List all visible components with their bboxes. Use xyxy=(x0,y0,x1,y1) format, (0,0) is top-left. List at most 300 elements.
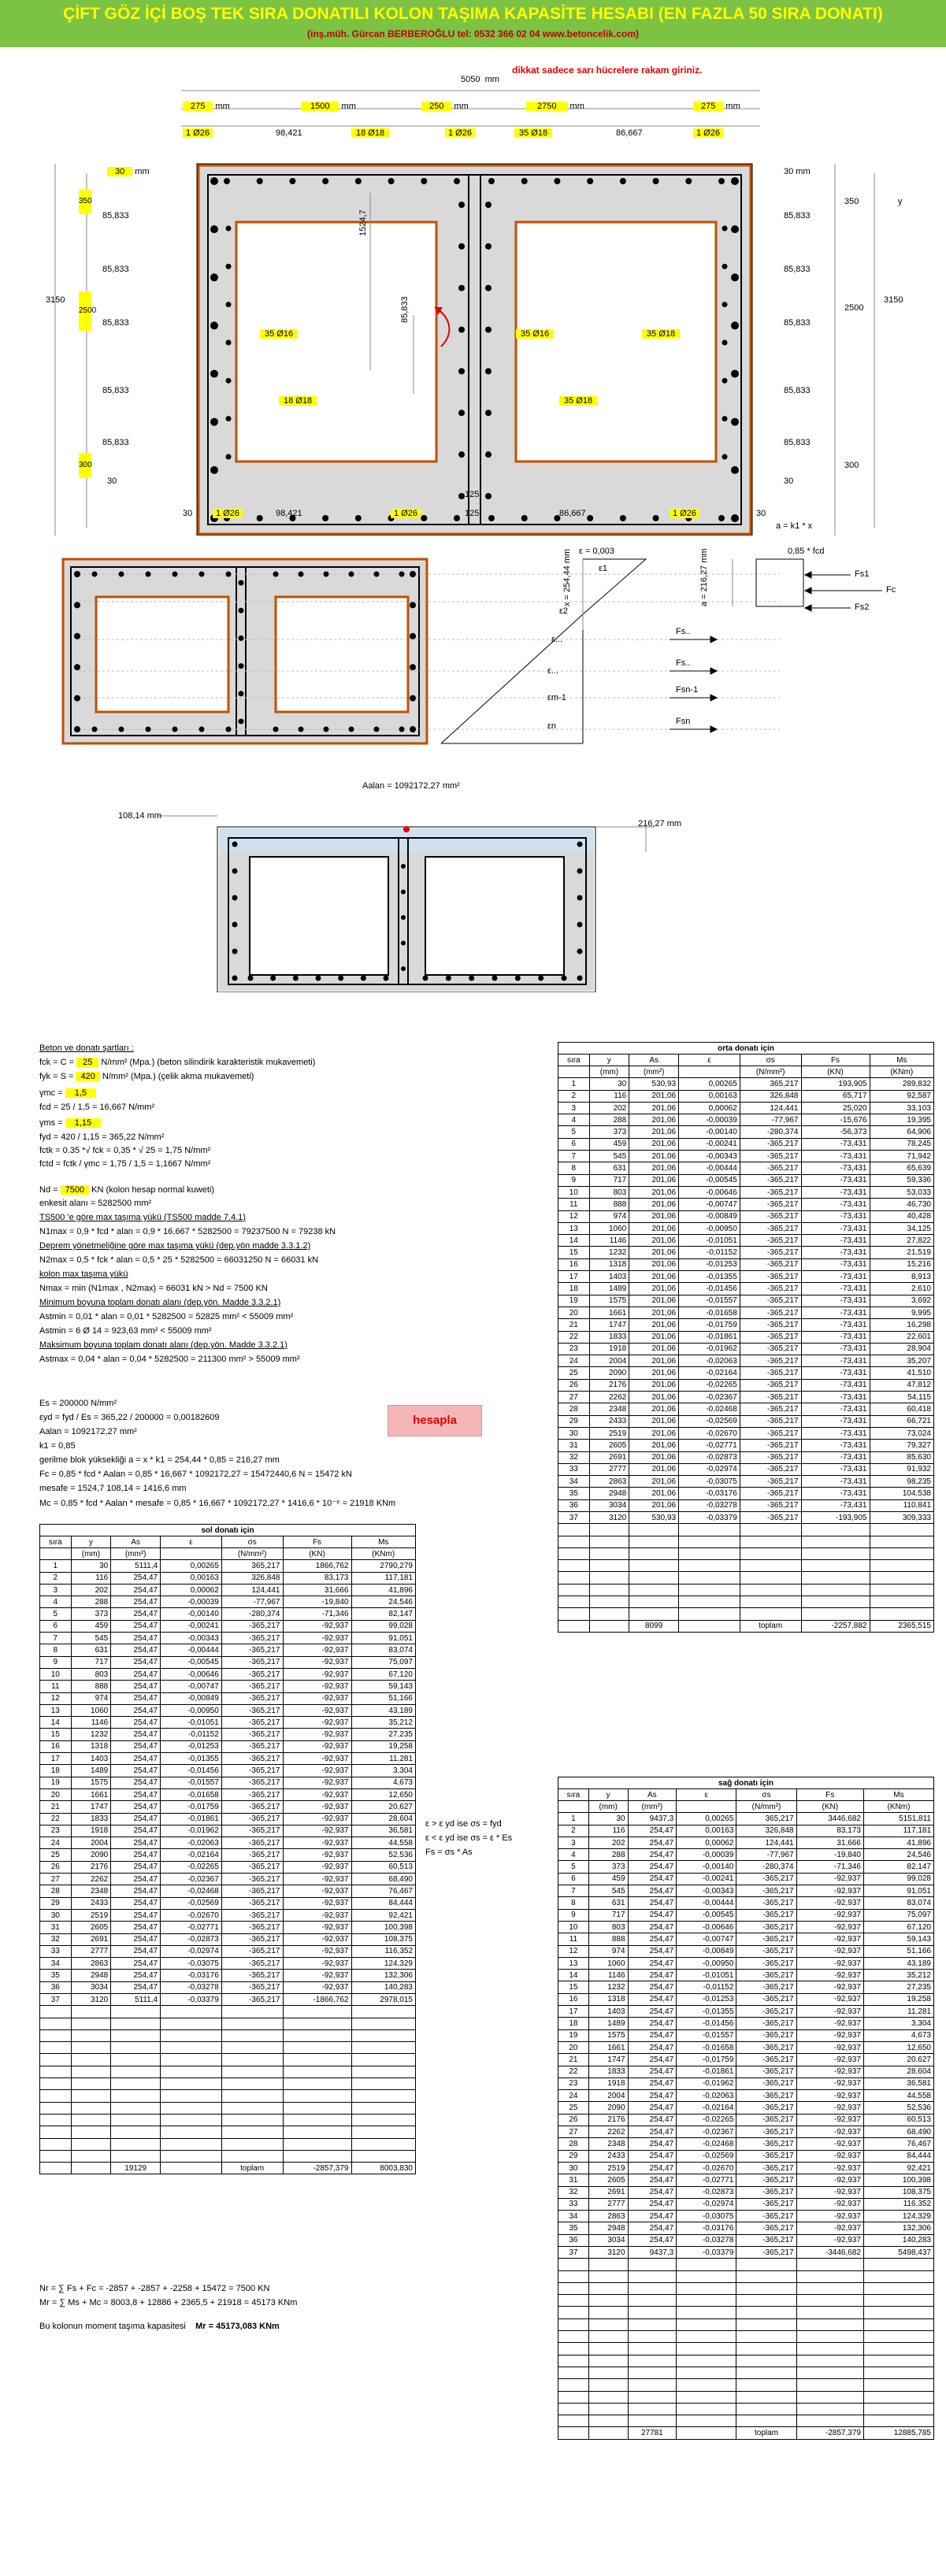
table-row: 36 3034 201,06 -0,03278 -365,217 -73,431 110,841 xyxy=(558,1499,934,1511)
table-row: 21 1747 254,47 -0,01759 -365,217 -92,937 20,627 xyxy=(40,1801,416,1813)
rebar-dot xyxy=(239,608,244,613)
total-width-label: 5050 mm xyxy=(461,75,499,84)
table-total-row: 19129 toplam -2857,379 8003,830 xyxy=(40,2163,416,2174)
table-row: 16 1318 254,47 -0,01253 -365,217 -92,937 19,258 xyxy=(40,1740,416,1752)
top-dim-5[interactable]: 275 xyxy=(693,102,723,111)
rebar-dot xyxy=(458,327,465,333)
legend-3: Fs = σs * As xyxy=(425,1848,473,1857)
rebar-dot xyxy=(119,572,124,577)
fck-input[interactable]: 25 xyxy=(76,1058,98,1067)
right-dim-1: 350 xyxy=(844,197,859,206)
table-row: 28 2348 254,47 -0,02468 -365,217 -92,937 76,467 xyxy=(558,2138,934,2150)
rebar-dot xyxy=(401,864,406,869)
rebar-dot xyxy=(322,515,328,521)
gmc-input[interactable]: 1,5 xyxy=(65,1088,96,1098)
rebar-dot xyxy=(232,869,238,874)
table-row: 8 631 254,47 -0,00444 -365,217 -92,937 83,074 xyxy=(558,1897,934,1909)
rebar-dot xyxy=(577,976,583,981)
table-row: 22 1833 254,47 -0,01861 -365,217 -92,937 28,604 xyxy=(40,1813,416,1825)
capacity-label: Bu kolonun moment taşıma kapasitesi xyxy=(39,2322,186,2331)
top-bar-2[interactable]: 18 Ø18 xyxy=(351,128,389,138)
table-row: 34 2863 254,47 -0,03075 -365,217 -92,937 124,329 xyxy=(40,1958,416,1970)
fcd-label: 0,85 * fcd xyxy=(788,547,825,556)
rebar-dot xyxy=(119,727,124,732)
fsn-label: Fsn xyxy=(676,717,691,726)
table-row: 12 974 201,06 -0,00849 -365,217 -73,431 40,428 xyxy=(558,1210,934,1222)
rebar-dot xyxy=(316,976,321,981)
rebar-dot xyxy=(324,727,329,732)
rebar-dot xyxy=(722,264,728,269)
rebar-dot xyxy=(226,340,232,346)
rebar-dot xyxy=(273,572,279,577)
y-axis-label: y xyxy=(898,197,903,206)
rebar-dot xyxy=(731,466,739,474)
rebar-dot xyxy=(485,493,492,499)
table-row: 31 2605 201,06 -0,02771 -365,217 -73,431 79,327 xyxy=(558,1440,934,1451)
rebar-dot xyxy=(458,493,465,499)
gms-input[interactable]: 1,15 xyxy=(65,1118,101,1128)
rebar-dot xyxy=(653,178,659,184)
rebar-dot xyxy=(92,727,98,732)
table-row: 25 2090 201,06 -0,02164 -365,217 -73,431 41,510 xyxy=(558,1367,934,1379)
rebar-dot xyxy=(485,202,492,208)
eps-dots-2: ε... xyxy=(547,666,559,676)
column-header: y xyxy=(71,1536,111,1548)
table-row: 17 1403 254,47 -0,01355 -365,217 -92,937 11,281 xyxy=(40,1753,416,1765)
rebar-dot xyxy=(173,572,178,577)
inner-bar-3[interactable]: 35 Ø18 xyxy=(642,329,680,339)
table-row: 17 1403 254,47 -0,01355 -365,217 -92,937 11,281 xyxy=(558,2006,934,2018)
rebar-dot xyxy=(226,264,232,269)
rebar-dot xyxy=(722,302,728,307)
rebar-dot xyxy=(74,602,80,608)
rebar-dot xyxy=(410,602,416,608)
table-row: 31 2605 254,47 -0,02771 -365,217 -92,937 100,398 xyxy=(40,1922,416,1933)
fctk-line: fctk = 0.35 *√ fck = 0,35 * √ 25 = 1,75 N/mm² xyxy=(39,1146,211,1155)
table-row: 15 1232 201,06 -0,01152 -365,217 -73,431 21,519 xyxy=(558,1247,934,1258)
rebar-dot xyxy=(232,922,238,928)
column-header: Ms xyxy=(870,1054,934,1066)
rebar-dot xyxy=(731,177,739,185)
inner-bar-6[interactable]: 35 Ø18 xyxy=(559,396,597,406)
table-row: 18 1489 201,06 -0,01456 -365,217 -73,431 2,610 xyxy=(558,1283,934,1295)
rebar-dot xyxy=(410,664,416,670)
rebar-dot xyxy=(399,727,405,732)
rebar-dot xyxy=(293,976,299,981)
bottom-bar-2[interactable]: 1 Ø26 xyxy=(391,509,421,518)
inner-bar-5[interactable]: 18 Ø18 xyxy=(279,396,317,406)
rebar-dot xyxy=(458,243,465,250)
table-row: 20 1661 254,47 -0,01658 -365,217 -92,937 12,650 xyxy=(40,1788,416,1800)
eps-1: ε1 xyxy=(599,564,608,573)
column-header: sıra xyxy=(558,1789,589,1801)
table-row: 22 1833 254,47 -0,01861 -365,217 -92,937 28,604 xyxy=(558,2066,934,2077)
n1max-line: N1max = 0,9 * fcd * alan = 0,9 * 16,667 * 5282500 = 79237500 N = 79238 kN xyxy=(39,1227,336,1236)
table-row: 11 888 201,06 -0,00747 -365,217 -73,431 46,730 xyxy=(558,1199,934,1210)
rebar-dot xyxy=(384,976,389,981)
rebar-dot xyxy=(488,178,495,184)
table-row: 19 1575 254,47 -0,01557 -365,217 -92,937 4,673 xyxy=(40,1777,416,1788)
rebar-dot xyxy=(210,370,218,378)
rebar-dot xyxy=(722,416,728,421)
rebar-dot xyxy=(446,976,451,981)
kolonmax-title: kolon max taşıma yükü xyxy=(39,1269,128,1279)
eyd-line: εyd = fyd / Es = 365,22 / 200000 = 0,00182609 xyxy=(39,1413,220,1422)
rebar-dot xyxy=(401,890,406,895)
top-bar-1[interactable]: 1 Ø26 xyxy=(183,128,213,138)
k1-line: k1 = 0,85 xyxy=(39,1441,76,1451)
table-row: 23 1918 201,06 -0,01962 -365,217 -73,431 28,904 xyxy=(558,1343,934,1355)
rebar-dot xyxy=(492,976,498,981)
rebar-dot xyxy=(74,695,80,702)
table-row: 11 888 254,47 -0,00747 -365,217 -92,937 59,143 xyxy=(40,1681,416,1692)
top-dim-3[interactable]: 250 xyxy=(421,102,451,111)
table-title: orta donatı için xyxy=(558,1043,934,1054)
table-row: 14 1146 201,06 -0,01051 -365,217 -73,431 27,822 xyxy=(558,1235,934,1247)
fs-dots-1: Fs.. xyxy=(676,627,691,636)
bottom-bar-3[interactable]: 1 Ø26 xyxy=(670,509,699,518)
compression-block-figure xyxy=(0,803,946,992)
bottom-bar-1[interactable]: 1 Ø26 xyxy=(213,509,243,518)
table-row: 37 3120 9437,3 -0,03379 -365,217 -3446,682 5498,437 xyxy=(558,2246,934,2258)
rebar-dot xyxy=(226,416,232,421)
table-row: 34 2863 254,47 -0,03075 -365,217 -92,937 124,329 xyxy=(558,2211,934,2222)
table-row: 5 373 254,47 -0,00140 -280,374 -71,346 82,147 xyxy=(40,1608,416,1620)
left-spacing-4: 85,833 xyxy=(102,386,129,395)
ts500-title: TS500 'e göre max taşıma yükü (TS500 madde 7.4.1) xyxy=(39,1213,246,1222)
table-row: 24 2004 201,06 -0,02063 -365,217 -73,431 35,207 xyxy=(558,1355,934,1367)
nd-input[interactable]: 7500 xyxy=(61,1185,89,1195)
rebar-dot xyxy=(74,571,80,577)
inner-bar-1[interactable]: 35 Ø16 xyxy=(260,329,298,339)
table-row: 9 717 201,06 -0,00545 -365,217 -73,431 59,336 xyxy=(558,1174,934,1186)
column-header: ε xyxy=(679,1054,740,1066)
rebar-dot xyxy=(731,418,739,426)
rebar-dot xyxy=(577,922,583,928)
table-row: 8 631 254,47 -0,00444 -365,217 -92,937 83,074 xyxy=(40,1644,416,1656)
table-row: 35 2948 254,47 -0,03176 -365,217 -92,937 132,306 xyxy=(558,2222,934,2234)
rebar-dot xyxy=(458,451,465,458)
left-spacing-1: 85,833 xyxy=(102,211,129,221)
fcd-line: fcd = 25 / 1,5 = 16,667 N/mm² xyxy=(39,1103,155,1112)
rebar-dot xyxy=(257,515,263,521)
table-row: 3 202 201,06 0,00062 124,441 25,020 33,103 xyxy=(558,1102,934,1114)
rebar-dot xyxy=(458,285,465,291)
rebar-dot xyxy=(224,178,230,184)
rebar-dot xyxy=(653,515,659,521)
left-spacing-5: 85,833 xyxy=(102,438,129,447)
table-row: 21 1747 254,47 -0,01759 -365,217 -92,937 20,627 xyxy=(558,2054,934,2066)
table-row: 27 2262 254,47 -0,02367 -365,217 -92,937 68,490 xyxy=(40,1874,416,1885)
top-dim-1[interactable]: 275 xyxy=(183,102,213,111)
sol-table: sol donatı için sıra y As ε σs Fs Ms (mm) (mm²) (N/mm²) (KN) (KNm) 1 30 5111,4 0,00265 365,217 1866,762 2790,279 2 116 254,47 0,00163 326,848 83,173 117,181 3 202 254,47 0,00062 124,441 31,666 41,896 4 288 254,47 -0,00039 -77,967 -19,840 24,546 5 373 254,47 -0,00140 -280,374 -71,346 82,147 6 459 254,47 -0,00241 -365,217 -92,937 99,028 7 545 254,47 -0,00343 -365,217 -92,937 91,051 8 631 254,47 -0,00444 -365,217 -92,937 83,074 9 717 254,47 -0,00545 -365,217 -92,937 75,097 10 803 254,47 -0,00646 -365,217 -92,937 67,120 11 888 254,47 -0,00747 -365,217 -92,937 59,143 12 974 254,47 -0,00849 -365,217 -92,937 51,166 13 1060 254,47 -0,00950 -365,217 -92,937 43,189 14 1146 254,47 -0,01051 -365,217 -92,937 35,212 15 1232 254,47 -0,01152 -365,217 -92,937 27,235 16 1318 254,47 -0,01253 -365,217 -92,937 19,258 17 1403 254,47 -0,01355 -365,217 -92,937 11,281 18 1489 254,47 -0,01456 -365,217 -92,937 3,304 19 1575 254,47 -0,01557 -365,217 -92,937 4,673 20 1661 254,47 -0,01658 -365,217 -92,937 12,650 21 1747 254,47 -0,01759 -365,217 -92,937 20,627 22 1833 254,47 -0,01861 -365,217 -92,937 28,604 23 1918 254,47 -0,01962 -365,217 -92,937 36,581 24 2004 254,47 -0,02063 -365,217 -92,937 44,558 25 2090 254,47 -0,02164 -365,217 -92,937 52,536 26 2176 254,47 -0,02265 -365,217 -92,937 60,513 27 2262 254,47 -0,02367 -365,217 -92,937 68,490 28 2348 254,47 -0,02468 -365,217 -92,937 76,467 29 2433 254,47 -0,02569 -365,217 -92,937 84,444 30 2519 254,47 -0,02670 -365,217 -92,937 92,421 31 2605 254,47 -0,02771 -365,217 -92,937 100,398 32 2691 254,47 -0,02873 -365,217 -92,937 108,375 33 2777 254,47 -0,02974 -365,217 -92,937 116,352 34 2863 254,47 -0,03075 -365,217 -92,937 124,329 35 2948 254,47 -0,03176 -365,217 -92,937 132,306 36 3034 254,47 -0,03278 -365,217 -92,937 140,283 37 3120 5111,4 -0,03379 -365,217 -1866,762 2978,015 19129 toplam -2857,379 8003,830 xyxy=(39,1524,416,2174)
astmin2-line: Astmin = 6 Ø 14 = 923,63 mm² < 55009 mm² xyxy=(39,1326,212,1336)
table-row: 6 459 201,06 -0,00241 -365,217 -73,431 78,245 xyxy=(558,1138,934,1150)
table-row: 10 803 254,47 -0,00646 -365,217 -92,937 67,120 xyxy=(558,1921,934,1933)
table-row: 31 2605 254,47 -0,02771 -365,217 -92,937 100,398 xyxy=(558,2174,934,2186)
rebar-dot xyxy=(587,515,593,521)
table-row: 29 2433 254,47 -0,02569 -365,217 -92,937 84,444 xyxy=(558,2150,934,2162)
rebar-dot xyxy=(324,572,329,577)
astmin1-line: Astmin = 0,01 * alan = 0,01 * 5282500 = 52825 mm² < 55009 mm² xyxy=(39,1312,294,1321)
rebar-dot xyxy=(469,976,474,981)
table-row: 29 2433 201,06 -0,02569 -365,217 -73,431 66,721 xyxy=(558,1415,934,1427)
rebar-dot xyxy=(239,719,244,725)
column-header: y xyxy=(589,1054,629,1066)
rebar-dot xyxy=(410,695,416,702)
rebar-dot xyxy=(239,691,244,696)
table-row: 37 3120 5111,4 -0,03379 -365,217 -1866,762 2978,015 xyxy=(40,1993,416,2005)
column-header: ε xyxy=(677,1789,736,1801)
block-right-dim: 216,27 mm xyxy=(638,819,682,828)
column-header: σs xyxy=(221,1536,283,1548)
fs1-label: Fs1 xyxy=(855,569,870,579)
column-header: σs xyxy=(740,1054,801,1066)
rebar-dot xyxy=(485,451,492,458)
rebar-dot xyxy=(232,842,238,847)
rebar-dot xyxy=(587,178,593,184)
table-row: 18 1489 254,47 -0,01456 -365,217 -92,937 3,304 xyxy=(558,2018,934,2029)
column-header: y xyxy=(588,1789,628,1801)
eps-2: ε2 xyxy=(559,606,569,616)
rebar-dot xyxy=(577,949,583,954)
fs2-label: Fs2 xyxy=(855,602,870,612)
aalan-line: Aalan = 1092172,27 mm² xyxy=(39,1427,137,1436)
rebar-dot xyxy=(226,226,232,232)
rebar-dot xyxy=(454,515,460,521)
fyd-line: fyd = 420 / 1,15 = 365,22 N/mm² xyxy=(39,1132,165,1142)
rebar-dot xyxy=(92,572,98,577)
rebar-dot xyxy=(210,225,218,233)
rebar-dot xyxy=(731,321,739,329)
rebar-dot xyxy=(232,976,238,981)
mc-line: Mc = 0,85 * fcd * Aalan * mesafe = 0,85 * 16,667 * 1092172,27 * 1416,6 * 10⁻⁶ = 21918 KNm xyxy=(39,1499,396,1508)
table-row: 7 545 254,47 -0,00343 -365,217 -92,937 91,051 xyxy=(40,1633,416,1644)
column-header: sıra xyxy=(40,1536,72,1548)
rebar-dot xyxy=(458,202,465,208)
right-dim-2: 2500 xyxy=(844,303,864,313)
table-row: 24 2004 254,47 -0,02063 -365,217 -92,937 44,558 xyxy=(558,2090,934,2102)
top-bar-3[interactable]: 1 Ø26 xyxy=(445,128,475,138)
section-drawing xyxy=(0,47,946,536)
table-row: 19 1575 201,06 -0,01557 -365,217 -73,431 3,692 xyxy=(558,1295,934,1307)
table-row: 28 2348 201,06 -0,02468 -365,217 -73,431 60,418 xyxy=(558,1403,934,1415)
eps-dots: ε... xyxy=(551,635,563,644)
rebar-dot xyxy=(488,515,495,521)
rebar-dot xyxy=(562,976,567,981)
table-row: 17 1403 201,06 -0,01355 -365,217 -73,431 8,913 xyxy=(558,1271,934,1283)
table-row: 30 2519 254,47 -0,02670 -365,217 -92,937 92,421 xyxy=(40,1909,416,1921)
rebar-dot xyxy=(322,178,328,184)
table-row: 32 2691 254,47 -0,02873 -365,217 -92,937 108,375 xyxy=(40,1933,416,1945)
fs-dots-2: Fs.. xyxy=(676,658,691,668)
table-row: 21 1747 201,06 -0,01759 -365,217 -73,431 16,298 xyxy=(558,1319,934,1331)
table-row: 6 459 254,47 -0,00241 -365,217 -92,937 99,028 xyxy=(40,1620,416,1632)
table-row: 16 1318 201,06 -0,01253 -365,217 -73,431 15,216 xyxy=(558,1258,934,1270)
rebar-dot xyxy=(173,727,178,732)
rebar-dot xyxy=(239,580,244,586)
fyk-input[interactable]: 420 xyxy=(76,1072,99,1081)
rebar-dot xyxy=(577,842,583,847)
rebar-dot xyxy=(722,340,728,346)
left-dim-2[interactable]: 2500 xyxy=(79,291,91,331)
rebar-dot xyxy=(299,572,304,577)
rebar-dot xyxy=(685,178,692,184)
hesapla-button[interactable]: hesapla xyxy=(388,1405,482,1436)
eps-n: εn xyxy=(547,721,557,731)
table-row: 1 30 5111,4 0,00265 365,217 1866,762 2790,279 xyxy=(40,1560,416,1572)
rebar-dot xyxy=(248,976,254,981)
rebar-dot xyxy=(722,454,728,460)
rebar-dot xyxy=(485,368,492,374)
table-row: 11 888 254,47 -0,00747 -365,217 -92,937 59,143 xyxy=(558,1933,934,1945)
left-cover-bottom: 30 xyxy=(107,476,117,486)
rebar-dot xyxy=(515,976,521,981)
column-header: sıra xyxy=(558,1054,590,1066)
mesafe-line: mesafe = 1524,7 108,14 = 1416,6 mm xyxy=(39,1484,187,1493)
table-row: 2 116 201,06 0,00163 326,848 65,717 92,587 xyxy=(558,1090,934,1102)
rebar-dot xyxy=(485,327,492,333)
page: ÇİFT GÖZ İÇİ BOŞ TEK SIRA DONATILI KOLON TAŞIMA KAPASİTE HESABI (EN FAZLA 50 SIRA DONATI) (inş.müh. Gürcan BERBEROĞLU tel: 0532 366 02 04 www.betoncelik.com) dikkat sadece sarı hücrelere rakam giriniz. 5050 mm 275 mm 1500 mm 250 mm 2750 mm 275 mm 1 Ø26 98,421 18 Ø18 1 Ø26 35 Ø18 86,667 1 Ø26 30 mm 350 2500 300 3150 85,833 85,833 85,833 85,833 85,833 30 30 mm 350 2500 300 3150 85,833 85,833 85,833 85,833 85,833 30 y 35 Ø16 35 Ø16 35 Ø18 18 Ø18 35 Ø18 1524,7 85,833 30 1 Ø26 98,421 1 Ø26 125 125 86,667 1 Ø26 30 a = k1 * x ε = 0,003 ε1 ε2 ε... ε... εm-1 εn x = 254,44 mm a = 216,27 mm 0,85 * fcd Fs1 Fc Fs2 Fs.. Fs.. Fsn-1 Fsn Aalan = 1092172,27 mm² 108,14 mm 216,27 mm Beton ve donatı şartları : fck = C = 25 N/mm² (Mpa.) (beton silindirik karakteristik mukavemeti) fyk = S = 420 N/mm² (Mpa.) (çelik akma mukavemeti) γmc = 1,5 fcd = 25 / 1,5 = 16,667 N/mm² γms = 1,15 fyd = 420 / 1,15 = 365,22 N/mm² fctk = 0.35 *√ fck = 0,35 * √ 25 = 1,75 N/mm² fctd = fctk / γmc = 1,75 / 1,5 = 1,1667 N/mm² Nd = 7500 KN (kolon hesap normal kuweti) enkesit alanı = 5282500 mm² TS500 'e göre max taşıma yükü (TS500 madde 7.4.1) N1max = 0,9 * fcd * alan = 0,9 * 16,667 * 5282500 = 79237500 N = 79238 kN Deprem yönetmeliğine göre max taşıma yükü (dep.yön madde 3.3.1.2) N2max = 0,5 * fck * alan = 0,5 * 25 * 5282500 = 66031250 N = 66031 kN kolon max taşıma yükü Nmax = min (N1max , N2max) = 66031 kN > Nd = 7500 KN Minimum boyuna toplam donatı alanı (dep.yön. Madde 3.3.2.1) Astmin = 0,01 * alan = 0,01 * 5282500 = 52825 mm² < 55009 mm² Astmin = 6 Ø 14 = 923,63 mm² < 55009 mm² Maksimum boyuna toplam donatı alanı (dep.yön. Madde 3.3.2.1) Astmax = 0,04 * alan = 0,04 * 5282500 = 211300 mm² > 55009 mm² Es = 200000 N/mm² εyd = fyd / Es = 365,22 / 200000 = 0,00182609 Aalan = 1092172,27 mm² k1 = 0,85 gerilme blok yüksekliği a = x * k1 = 254,44 * 0,85 = 216,27 mm Fc = 0,85 * fcd * Aalan = 0,85 * 16,667 * 1092172,27 = 15472440,6 N = 15472 kN mesafe = 1524,7 108,14 = 1416,6 mm Mc = 0,85 * fcd * Aalan * mesafe = 0,85 * 16,667 * 1092172,27 * 1416,6 * 10⁻⁶ = 21918 KNm hesapla ε > ε yd ise σs = fyd ε < ε yd ise σs = ε * Es Fs = σs * As orta donatı için sıra y As ε σs Fs Ms (mm) (mm²) (N/mm²) (KN) (KNm) 1 30 530,93 0,00265 365,217 193,905 289,832 2 116 201,06 0,00163 326,848 65,717 92,587 3 202 201,06 0,00062 124,441 25,020 33,103 4 288 201,06 -0,00039 -77,967 -15,676 19,395 5 373 201,06 -0,00140 -280,374 -56,373 64,906 6 459 201,06 -0,00241 -365,217 -73,431 78,245 7 545 201,06 -0,00343 -365,217 -73,431 71,942 8 631 201,06 -0,00444 -365,217 -73,431 65,639 9 717 201,06 -0,00545 -365,217 -73,431 59,336 10 803 201,06 -0,00646 -365,217 -73,431 53,033 11 888 201,06 -0,00747 -365,217 -73,431 46,730 12 974 201,06 -0,00849 -365,217 -73,431 40,428 13 1060 201,06 -0,00950 -365,217 -73,431 34,125 14 1146 201,06 -0,01051 -365,217 -73,431 27,822 15 1232 201,06 -0,01152 -365,217 -73,431 21,519 16 1318 201,06 -0,01253 -365,217 -73,431 15,216 17 1403 201,06 -0,01355 -365,217 -73,431 8,913 18 1489 201,06 -0,01456 -365,217 -73,431 2,610 19 1575 201,06 -0,01557 -365,217 -73,431 3,692 20 1661 201,06 -0,01658 -365,217 -73,431 9,995 21 1747 201,06 -0,01759 -365,217 -73,431 16,298 22 1833 201,06 -0,01861 -365,217 -73,431 22,601 23 1918 201,06 -0,01962 -365,217 -73,431 28,904 24 2004 201,06 -0,02063 -365,217 -73,431 35,207 25 2090 201,06 -0,02164 -365,217 -73,431 41,510 26 2176 201,06 -0,02265 -365,217 -73,431 47,812 27 2262 201,06 -0,02367 -365,217 -73,431 54,115 28 2348 201,06 -0,02468 -365,217 -73,431 60,418 29 2433 201,06 -0,02569 -365,217 -73,431 66,721 30 2519 201,06 -0,02670 -365,217 -73,431 73,024 31 2605 201,06 -0,02771 -365,217 -73,431 79,327 32 2691 201,06 -0,02873 -365,217 -73,431 85,630 33 2777 201,06 -0,02974 -365,217 -73,431 91,932 34 2863 201,06 -0,03075 -365,217 -73,431 98,235 35 2948 201,06 -0,03176 -365,217 -73,431 104,538 36 3034 201,06 -0,03278 -365,217 -73,431 110,841 37 3120 530,93 -0,03379 -365,217 -193,905 309,333 8099 toplam -2257,882 2365,515 sol donatı için sıra y As ε σs Fs Ms (mm) (mm²) (N/mm²) (KN) (KNm) 1 30 5111,4 0,00265 365,217 1866,762 2790,279 2 116 254,47 0,00163 326,848 83,173 117,181 3 202 254,47 0,00062 124,441 31,666 41,896 4 288 254,47 -0,00039 -77,967 -19,840 24,546 5 373 254,47 -0,00140 -280,374 -71,346 82,147 6 459 254,47 -0,00241 -365,217 -92,937 99,028 7 545 254,47 -0,00343 -365,217 -92,937 91,051 8 631 254,47 -0,00444 -365,217 -92,937 83,074 9 717 254,47 -0,00545 -365,217 -92,937 75,097 10 803 254,47 -0,00646 -365,217 -92,937 67,120 11 888 254,47 -0,00747 -365,217 -92,937 59,143 12 974 254,47 -0,00849 -365,217 -92,937 51,166 13 1060 254,47 -0,00950 -365,217 -92,937 43,189 14 1146 254,47 -0,01051 -365,217 -92,937 35,212 15 1232 254,47 -0,01152 -365,217 -92,937 27,235 16 1318 254,47 -0,01253 -365,217 -92,937 19,258 17 1403 254,47 -0,01355 -365,217 -92,937 11,281 18 1489 254,47 -0,01456 -365,217 -92,937 3,304 19 1575 254,47 -0,01557 -365,217 -92,937 4,673 20 1661 254,47 -0,01658 -365,217 -92,937 12,650 21 1747 254,47 -0,01759 -365,217 -92,937 20,627 22 1833 254,47 -0,01861 -365,217 -92,937 28,604 23 1918 254,47 -0,01962 -365,217 -92,937 36,581 24 2004 254,47 -0,02063 -365,217 -92,937 44,558 25 2090 254,47 -0,02164 -365,217 -92,937 52,536 26 2176 254,47 -0,02265 -365,217 -92,937 60,513 27 2262 254,47 -0,02367 -365,217 -92,937 68,490 28 2348 254,47 -0,02468 -365,217 -92,937 76,467 29 2433 254,47 -0,02569 -365,217 -92,937 84,444 30 2519 254,47 -0,02670 -365,217 -92,937 92,421 31 2605 254,47 -0,02771 -365,217 -92,937 100,398 32 2691 254,47 -0,02873 -365,217 -92,937 108,375 33 2777 254,47 -0,02974 -365,217 -92,937 116,352 34 2863 254,47 -0,03075 -365,217 -92,937 124,329 35 2948 254,47 -0,03176 -365,217 -92,937 132,306 36 3034 254,47 -0,03278 -365,217 -92,937 140,283 37 3120 5111,4 -0,03379 -365,217 -1866,762 2978,015 19129 toplam -2857,379 8003,830 sağ donatı için sıra y As ε σs Fs Ms (mm) (mm²) (N/mm²) (KN) (KNm) 1 30 9437,3 0,00265 365,217 3446,682 5151,811 2 116 254,47 0,00163 326,848 83,173 117,181 3 202 254,47 0,00062 124,441 31,666 41,896 4 288 254,47 -0,00039 -77,967 -19,840 24,546 5 373 254,47 -0,00140 -280,374 -71,346 82,147 6 459 254,47 -0,00241 -365,217 -92,937 99,028 7 545 254,47 -0,00343 -365,217 -92,937 91,051 8 631 254,47 -0,00444 -365,217 -92,937 83,074 9 717 254,47 -0,00545 -365,217 -92,937 75,097 10 803 254,47 -0,00646 -365,217 -92,937 67,120 11 888 254,47 -0,00747 -365,217 -92,937 59,143 12 974 254,47 -0,00849 -365,217 -92,937 51,166 13 1060 254,47 -0,00950 -365,217 -92,937 43,189 14 1146 254,47 -0,01051 -365,217 -92,937 35,212 15 1232 254,47 -0,01152 -365,217 -92,937 27,235 16 1318 254,47 -0,01253 -365,217 -92,937 19,258 17 1403 254,47 -0,01355 -365,217 -92,937 11,281 18 1489 254,47 -0,01456 -365,217 -92,937 3,304 19 1575 254,47 -0,01557 -365,217 -92,937 4,673 20 1661 254,47 -0,01658 -365,217 -92,937 12,650 21 1747 254,47 -0,01759 -365,217 -92,937 20,627 22 1833 254,47 -0,01861 -365,217 -92,937 28,604 23 1918 254,47 -0,01962 -365,217 -92,937 36,581 24 2004 254,47 -0,02063 -365,217 -92,937 44,558 25 2090 254,47 -0,02164 -365,217 -92,937 52,536 26 2176 254,47 -0,02265 -365,217 -92,937 60,513 27 2262 254,47 -0,02367 -365,217 -92,937 68,490 28 2348 254,47 -0,02468 -365,217 -92,937 76,467 29 2433 254,47 -0,02569 -365,217 -92,937 84,444 30 2519 254,47 -0,02670 -365,217 -92,937 92,421 31 2605 254,47 -0,02771 -365,217 -92,937 100,398 32 2691 254,47 -0,02873 -365,217 -92,937 108,375 33 2777 254,47 -0,02974 -365,217 -92,937 116,352 34 2863 254,47 -0,03075 -365,217 -92,937 124,329 35 2948 254,47 -0,03176 -365,217 -92,937 132,306 36 3034 254,47 -0,03278 -365,217 -92,937 140,283 37 3120 9437,3 -0,03379 -365,217 -3446,682 5498,437 27781 toplam -2857,379 12885,785 Nr = ∑ Fs + Fc = -2857 + -2857 + -2258 + 15472 = 7500 KN Mr = ∑ Ms + Mc = 8003,8 + 12886 + 2365,5 + 21918 = 45173 KNm Bu kolonun moment taşıma kapasitesi Mr = 45173,083 KNm xyxy=(0,0,946,2576)
inner-bar-2[interactable]: 35 Ø16 xyxy=(516,329,554,339)
table-row: 8 631 201,06 -0,00444 -365,217 -73,431 65,639 xyxy=(558,1162,934,1174)
rebar-dot xyxy=(226,378,232,384)
strain-diagram xyxy=(0,548,946,772)
table-row: 37 3120 530,93 -0,03379 -365,217 -193,905 309,333 xyxy=(558,1511,934,1523)
top-bar-5[interactable]: 1 Ø26 xyxy=(693,128,723,138)
orta-table: orta donatı için sıra y As ε σs Fs Ms (mm) (mm²) (N/mm²) (KN) (KNm) 1 30 530,93 0,00265 365,217 193,905 289,832 2 116 201,06 0,00163 326,848 65,717 92,587 3 202 201,06 0,00062 124,441 25,020 33,103 4 288 201,06 -0,00039 -77,967 -15,676 19,395 5 373 201,06 -0,00140 -280,374 -56,373 64,906 6 459 201,06 -0,00241 -365,217 -73,431 78,245 7 545 201,06 -0,00343 -365,217 -73,431 71,942 8 631 201,06 -0,00444 -365,217 -73,431 65,639 9 717 201,06 -0,00545 -365,217 -73,431 59,336 10 803 201,06 -0,00646 -365,217 -73,431 53,033 11 888 201,06 -0,00747 -365,217 -73,431 46,730 12 974 201,06 -0,00849 -365,217 -73,431 40,428 13 1060 201,06 -0,00950 -365,217 -73,431 34,125 14 1146 201,06 -0,01051 -365,217 -73,431 27,822 15 1232 201,06 -0,01152 -365,217 -73,431 21,519 16 1318 201,06 -0,01253 -365,217 -73,431 15,216 17 1403 201,06 -0,01355 -365,217 -73,431 8,913 18 1489 201,06 -0,01456 -365,217 -73,431 2,610 19 1575 201,06 -0,01557 -365,217 -73,431 3,692 20 1661 201,06 -0,01658 -365,217 -73,431 9,995 21 1747 201,06 -0,01759 -365,217 -73,431 16,298 22 1833 201,06 -0,01861 -365,217 -73,431 22,601 23 1918 201,06 -0,01962 -365,217 -73,431 28,904 24 2004 201,06 -0,02063 -365,217 -73,431 35,207 25 2090 201,06 -0,02164 -365,217 -73,431 41,510 26 2176 201,06 -0,02265 -365,217 -73,431 47,812 27 2262 201,06 -0,02367 -365,217 -73,431 54,115 28 2348 201,06 -0,02468 -365,217 -73,431 60,418 29 2433 201,06 -0,02569 -365,217 -73,431 66,721 30 2519 201,06 -0,02670 -365,217 -73,431 73,024 31 2605 201,06 -0,02771 -365,217 -73,431 79,327 32 2691 201,06 -0,02873 -365,217 -73,431 85,630 33 2777 201,06 -0,02974 -365,217 -73,431 91,932 34 2863 201,06 -0,03075 -365,217 -73,431 98,235 35 2948 201,06 -0,03176 -365,217 -73,431 104,538 36 3034 201,06 -0,03278 -365,217 -73,431 110,841 37 3120 530,93 -0,03379 -365,217 -193,905 309,333 8099 toplam -2257,882 2365,515 xyxy=(558,1042,934,1633)
rebar-dot xyxy=(289,178,295,184)
table-row: 14 1146 254,47 -0,01051 -365,217 -92,937 35,212 xyxy=(40,1717,416,1729)
table-row: 32 2691 254,47 -0,02873 -365,217 -92,937 108,375 xyxy=(558,2186,934,2198)
rebar-dot xyxy=(458,368,465,374)
top-dim-4[interactable]: 2750 xyxy=(526,102,567,111)
table-row: 10 803 254,47 -0,00646 -365,217 -92,937 67,120 xyxy=(40,1668,416,1680)
table-row: 5 373 254,47 -0,00140 -280,374 -71,346 82,147 xyxy=(558,1861,934,1873)
table-row: 10 803 201,06 -0,00646 -365,217 -73,431 53,033 xyxy=(558,1186,934,1198)
rebar-dot xyxy=(226,572,232,577)
table-row: 4 288 201,06 -0,00039 -77,967 -15,676 19,395 xyxy=(558,1114,934,1126)
rebar-dot xyxy=(454,178,460,184)
left-dim-1[interactable]: 350 xyxy=(79,189,91,214)
rebar-dot xyxy=(421,515,427,521)
table-row: 33 2777 254,47 -0,02974 -365,217 -92,937 116,352 xyxy=(40,1945,416,1957)
rebar-dot xyxy=(399,572,405,577)
table-total-row: 27781 toplam -2857,379 12885,785 xyxy=(558,2427,934,2439)
fsn1-label: Fsn-1 xyxy=(676,685,699,695)
rebar-dot xyxy=(210,466,218,474)
table-title: sol donatı için xyxy=(40,1525,416,1536)
header xyxy=(0,0,946,47)
table-row: 26 2176 201,06 -0,02265 -365,217 -73,431 47,812 xyxy=(558,1379,934,1391)
rebar-dot xyxy=(410,571,416,577)
table-row: 23 1918 254,47 -0,01962 -365,217 -92,937 36,581 xyxy=(40,1825,416,1837)
rebar-dot xyxy=(355,178,362,184)
cover-input[interactable]: 30 xyxy=(107,167,132,176)
rebar-dot xyxy=(718,515,725,521)
table-row: 23 1918 254,47 -0,01962 -365,217 -92,937 36,581 xyxy=(558,2077,934,2089)
table-row: 36 3034 254,47 -0,03278 -365,217 -92,937 140,283 xyxy=(40,1981,416,1993)
table-row: 33 2777 201,06 -0,02974 -365,217 -73,431 91,932 xyxy=(558,1463,934,1475)
table-row: 2 116 254,47 0,00163 326,848 83,173 117,181 xyxy=(40,1572,416,1584)
maxb-title: Maksimum boyuna toplam donatı alanı (dep.yön. Madde 3.3.2.1) xyxy=(39,1340,288,1350)
left-spacing-2: 85,833 xyxy=(102,265,129,274)
table-row: 15 1232 254,47 -0,01152 -365,217 -92,937 27,235 xyxy=(558,1981,934,1993)
table-row: 19 1575 254,47 -0,01557 -365,217 -92,937 4,673 xyxy=(558,2029,934,2041)
enkesit-line: enkesit alanı = 5282500 mm² xyxy=(39,1199,152,1208)
table-row: 2 116 254,47 0,00163 326,848 83,173 117,181 xyxy=(558,1825,934,1837)
rebar-dot xyxy=(232,895,238,901)
table-row: 16 1318 254,47 -0,01253 -365,217 -92,937 19,258 xyxy=(558,1993,934,2005)
left-dim-3[interactable]: 300 xyxy=(79,453,91,478)
rebar-dot xyxy=(299,727,304,732)
rebar-dot xyxy=(458,410,465,416)
a-dim: a = 216,27 mm xyxy=(699,548,709,606)
table-row: 1 30 9437,3 0,00265 365,217 3446,682 5151,811 xyxy=(558,1813,934,1825)
rebar-dot xyxy=(577,869,583,874)
top-spacing-1: 98,421 xyxy=(276,128,302,138)
rebar-dot xyxy=(226,454,232,460)
nr-line: Nr = ∑ Fs + Fc = -2857 + -2857 + -2258 + 15472 = 7500 KN xyxy=(39,2284,270,2293)
top-bar-4[interactable]: 35 Ø18 xyxy=(514,128,552,138)
rebar-dot xyxy=(731,225,739,233)
table-row: 12 974 254,47 -0,00849 -365,217 -92,937 51,166 xyxy=(40,1692,416,1704)
table-row: 12 974 254,47 -0,00849 -365,217 -92,937 51,166 xyxy=(558,1945,934,1957)
rebar-dot xyxy=(273,727,279,732)
eps-c: ε = 0,003 xyxy=(579,547,614,556)
table-row: 24 2004 254,47 -0,02063 -365,217 -92,937 44,558 xyxy=(40,1837,416,1849)
table-row: 9 717 254,47 -0,00545 -365,217 -92,937 75,097 xyxy=(558,1909,934,1921)
table-row: 32 2691 201,06 -0,02873 -365,217 -73,431 85,630 xyxy=(558,1451,934,1463)
rebar-dot xyxy=(239,636,244,641)
fc-label: Fc xyxy=(886,585,896,595)
rebar-dot xyxy=(239,663,244,669)
rebar-dot xyxy=(388,178,395,184)
table-total-row: 8099 toplam -2257,882 2365,515 xyxy=(558,1620,934,1632)
fc-line: Fc = 0,85 * fcd * Aalan = 0,85 * 16,667 * 1092172,27 = 15472440,6 N = 15472 kN xyxy=(39,1470,352,1479)
author-line: (inş.müh. Gürcan BERBEROĞLU tel: 0532 366 02 04 www.betoncelik.com) xyxy=(306,28,639,39)
table-row: 29 2433 254,47 -0,02569 -365,217 -92,937 84,444 xyxy=(40,1897,416,1909)
rebar-dot xyxy=(349,572,354,577)
rebar-dot xyxy=(74,664,80,670)
top-dim-2[interactable]: 1500 xyxy=(301,102,339,111)
right-dim-3: 300 xyxy=(844,461,859,470)
capacity-value: Mr = 45173,083 KNm xyxy=(195,2322,280,2331)
left-total: 3150 xyxy=(46,295,65,305)
nmax-line: Nmax = min (N1max , N2max) = 66031 kN > Nd = 7500 KN xyxy=(39,1284,268,1293)
mr-line: Mr = ∑ Ms + Mc = 8003,8 + 12886 + 2365,5 + 21918 = 45173 KNm xyxy=(39,2298,298,2307)
rebar-dot xyxy=(199,727,205,732)
rebar-dot xyxy=(521,515,528,521)
rebar-dot xyxy=(577,895,583,901)
rebar-dot xyxy=(722,226,728,232)
n2max-line: N2max = 0,5 * fck * alan = 0,5 * 25 * 5282500 = 66031250 N = 66031 kN xyxy=(39,1255,319,1265)
eps-m1: εm-1 xyxy=(547,693,566,702)
table-row: 20 1661 201,06 -0,01658 -365,217 -73,431 9,995 xyxy=(558,1307,934,1318)
table-row: 13 1060 254,47 -0,00950 -365,217 -92,937 43,189 xyxy=(40,1704,416,1716)
table-row: 6 459 254,47 -0,00241 -365,217 -92,937 99,028 xyxy=(558,1873,934,1885)
rebar-dot xyxy=(210,418,218,426)
rebar-dot xyxy=(538,976,543,981)
table-title: sağ donatı için xyxy=(558,1777,934,1789)
table-row: 7 545 254,47 -0,00343 -365,217 -92,937 91,051 xyxy=(558,1885,934,1897)
warning-text: dikkat sadece sarı hücrelere rakam giriniz. xyxy=(512,65,703,76)
rebar-dot xyxy=(731,273,739,281)
column-header: Ms xyxy=(351,1536,416,1548)
right-cover: 30 mm xyxy=(784,167,811,176)
table-row: 26 2176 254,47 -0,02265 -365,217 -92,937 60,513 xyxy=(40,1861,416,1873)
table-row: 4 288 254,47 -0,00039 -77,967 -19,840 24,546 xyxy=(558,1849,934,1861)
